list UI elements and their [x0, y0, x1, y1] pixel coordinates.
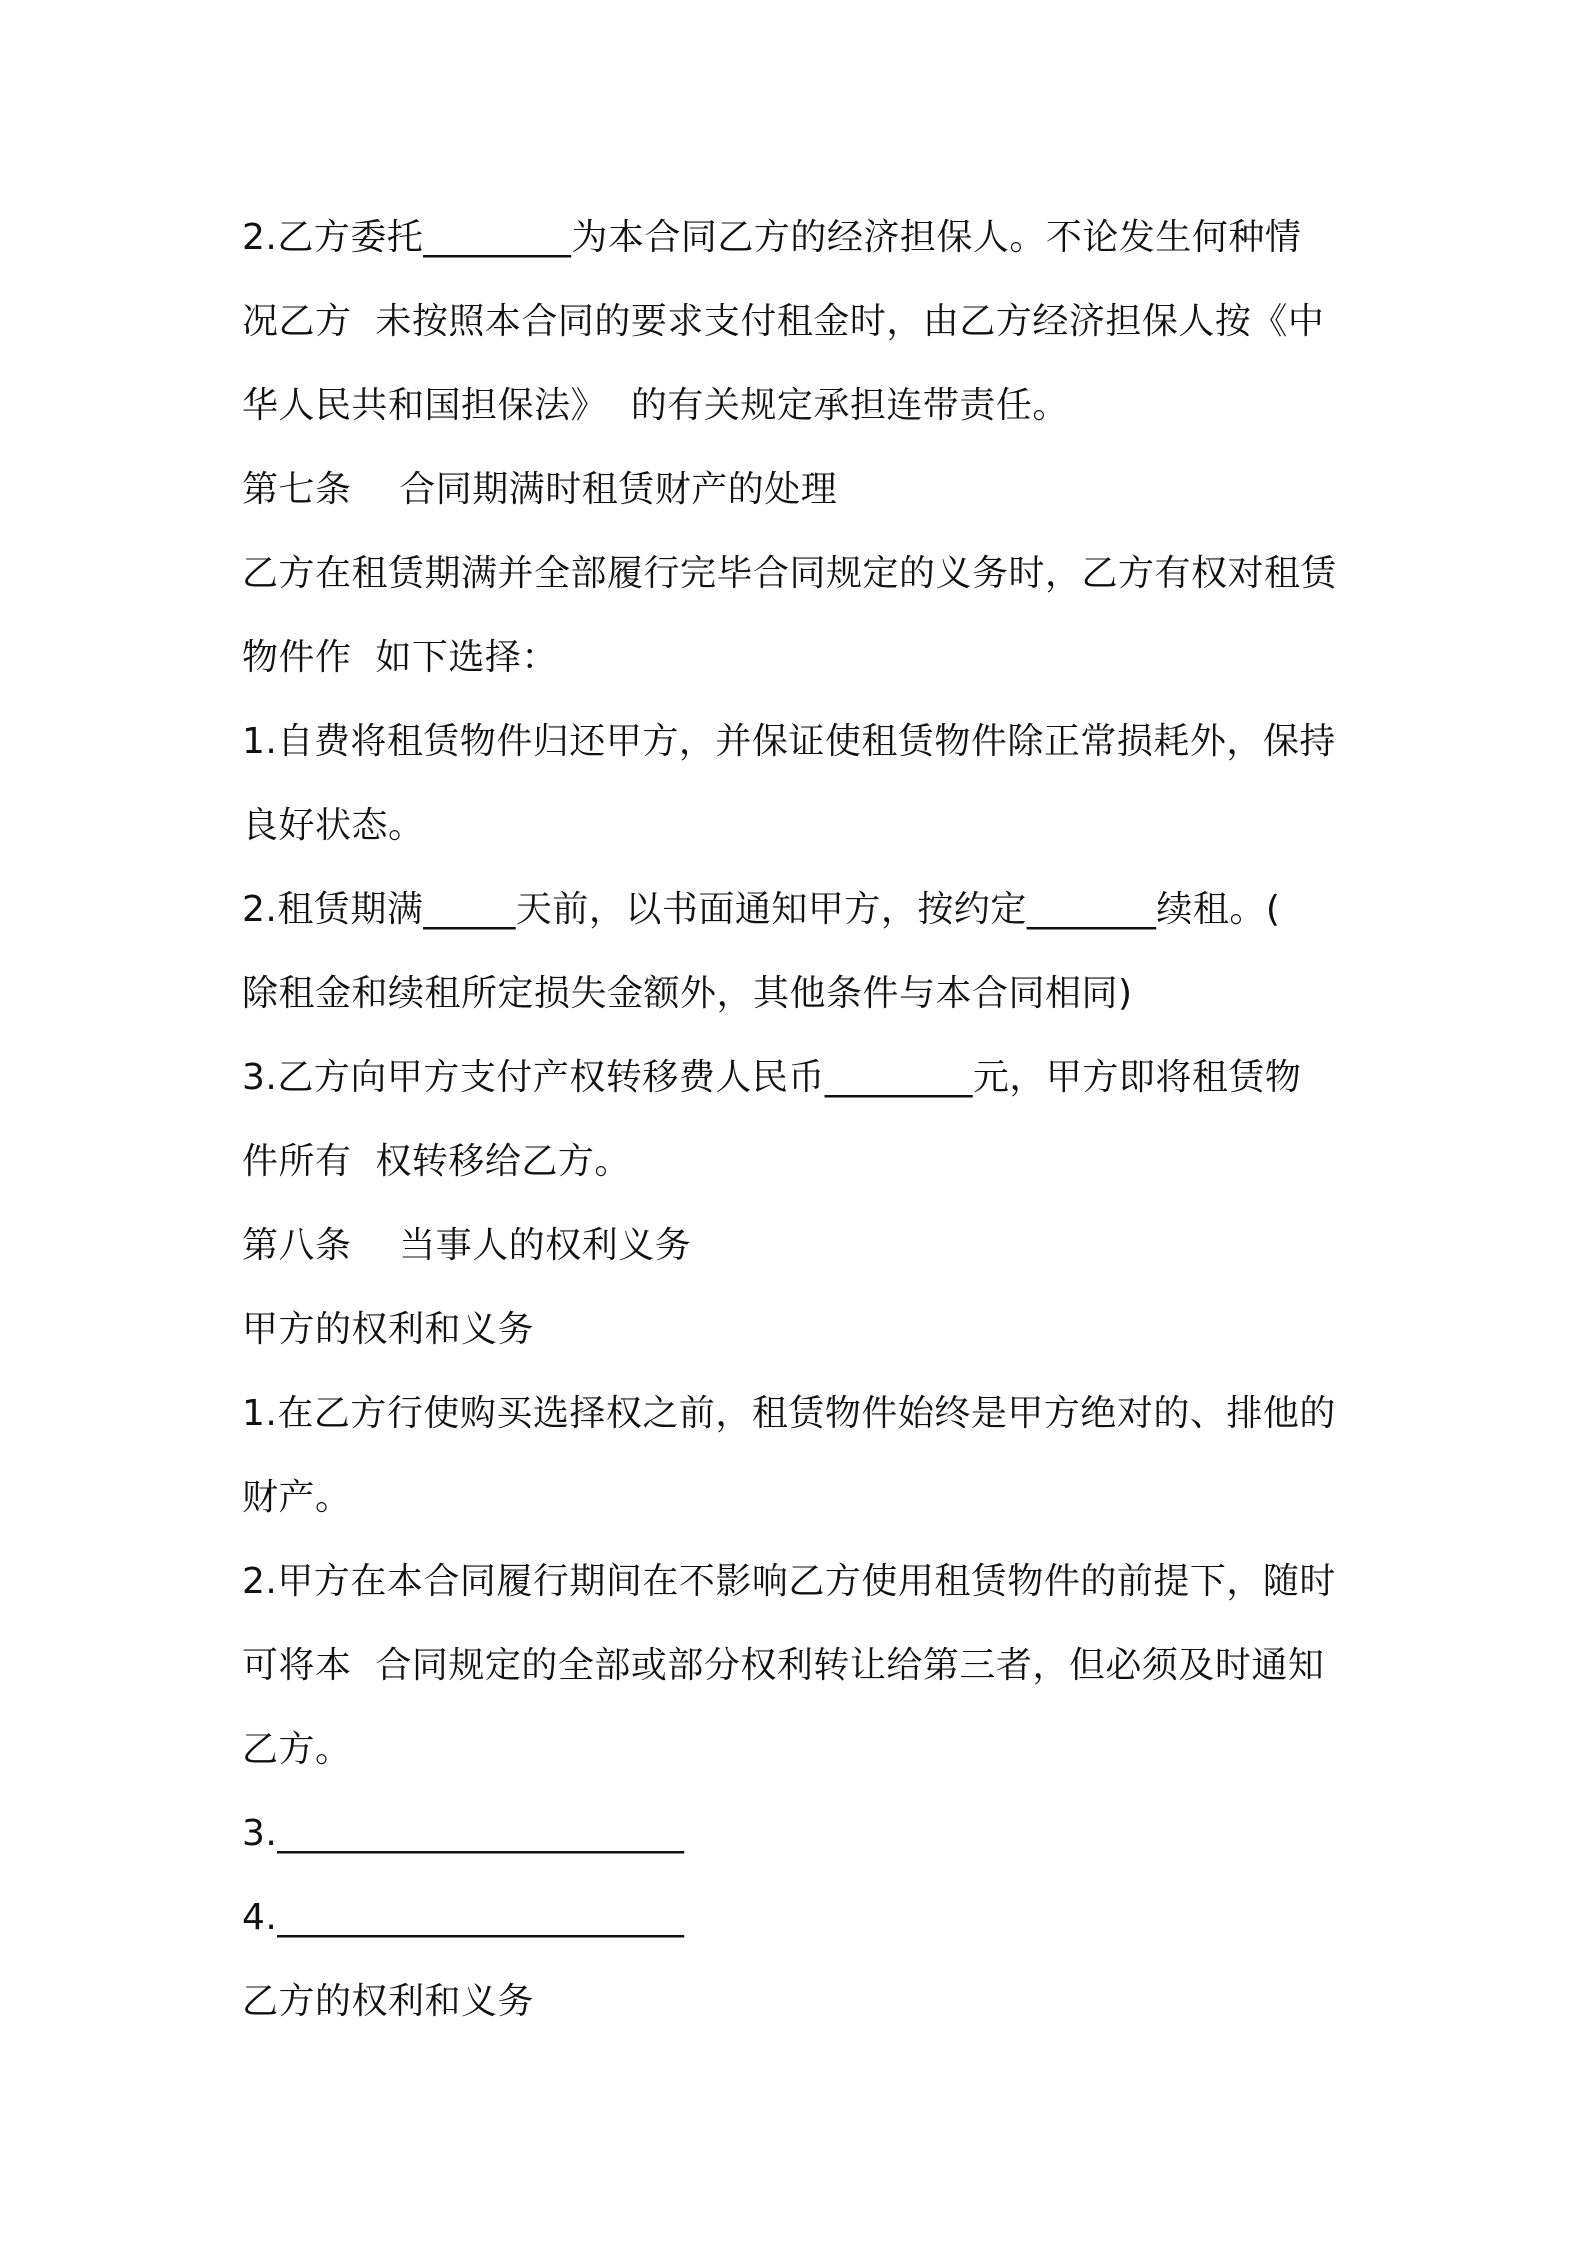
- section-heading: 第七条 合同期满时租赁财产的处理: [242, 469, 838, 510]
- text-line: 除租金和续租所定损失金额外，其他条件与本合同相同): [242, 973, 1133, 1014]
- subsection-heading: 甲方的权利和义务: [242, 1309, 535, 1350]
- text-line: 良好状态。: [242, 805, 425, 846]
- blank-item-line: 4.______________________: [242, 1897, 685, 1938]
- section-heading: 第八条 当事人的权利义务: [242, 1225, 692, 1266]
- text-line: 件所有 权转移给乙方。: [242, 1141, 631, 1182]
- text-line: 乙方在租赁期满并全部履行完毕合同规定的义务时，乙方有权对租赁: [242, 553, 1338, 594]
- text-line: 物件作 如下选择：: [242, 637, 558, 678]
- text-line: 况乙方 未按照本合同的要求支付租金时，由乙方经济担保人按《中: [242, 301, 1325, 342]
- text-line: 可将本 合同规定的全部或部分权利转让给第三者，但必须及时通知: [242, 1645, 1325, 1686]
- text-line: 财产。: [242, 1477, 352, 1518]
- text-line: 2.甲方在本合同履行期间在不影响乙方使用租赁物件的前提下，随时: [242, 1561, 1336, 1602]
- text-line: 2.乙方委托________为本合同乙方的经济担保人。不论发生何种情: [242, 217, 1302, 258]
- contract-text: [242, 196, 1362, 2044]
- text-line: 2.租赁期满_____天前，以书面通知甲方，按约定_______续租。(: [242, 889, 1281, 930]
- blank-item-line: 3.______________________: [242, 1813, 685, 1854]
- text-line: 华人民共和国担保法》 的有关规定承担连带责任。: [242, 385, 1069, 426]
- text-line: 3.乙方向甲方支付产权转移费人民币________元，甲方即将租赁物: [242, 1057, 1302, 1098]
- text-line: 1.在乙方行使购买选择权之前，租赁物件始终是甲方绝对的、排他的: [242, 1393, 1336, 1434]
- text-line: 乙方。: [242, 1729, 352, 1770]
- subsection-heading: 乙方的权利和义务: [242, 1981, 535, 2022]
- text-line: 1.自费将租赁物件归还甲方，并保证使租赁物件除正常损耗外，保持: [242, 721, 1336, 762]
